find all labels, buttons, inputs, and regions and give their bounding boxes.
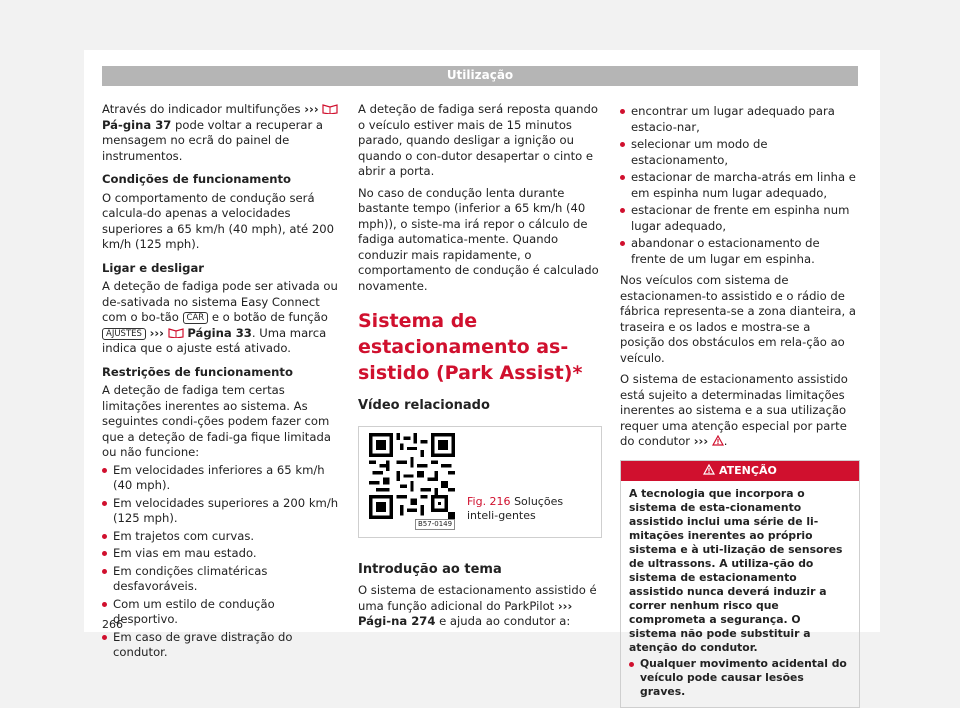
qr-code[interactable]	[369, 433, 455, 519]
page-header-title: Utilização	[446, 68, 514, 82]
figure-caption: Fig. 216 Soluções inteli-gentes	[467, 494, 564, 522]
book-icon	[168, 327, 184, 338]
column-2	[358, 102, 602, 630]
page-header	[102, 66, 858, 86]
reference-arrow[interactable]: ›››	[557, 598, 573, 613]
reference-arrow[interactable]: ›››	[693, 434, 709, 448]
page-number: 266	[102, 618, 123, 631]
column-1	[102, 102, 342, 661]
qr-code-label: B57-0149	[415, 519, 455, 530]
list-item: Em condições climatéricas desfavoráveis.	[102, 564, 342, 595]
list-item: Em trajetos com curvas.	[102, 529, 342, 545]
video-heading: Vídeo relacionado	[358, 398, 490, 413]
list-item: abandonar o estacionamento de frente de um lugar em espinha.	[620, 236, 858, 267]
list-item: estacionar de marcha-atrás em linha e em espinha num lugar adequado,	[620, 170, 858, 201]
warning-text: A tecnologia que incorpora o sistema de esta-cionamento assistido inclui uma série de li-mitações inerentes ao próprio sistema e à uti-lização de sensores de ultrassons. A utiliza-ção do sistema de estacionamento assistido nunca deverá induzir a correr nenhum risco que comprometa a segurança. O sistema não pode substituir a atenção do condutor.	[629, 486, 843, 654]
warning-title: ATENÇÃO	[719, 463, 777, 477]
figure-box	[358, 426, 602, 538]
page-reference-link[interactable]: Página 33	[187, 325, 252, 340]
list-item: encontrar um lugar adequado para estacio-nar,	[620, 104, 858, 135]
warning-bullet: Qualquer movimento acidental do veículo pode causar lesões graves.	[629, 657, 851, 699]
warning-body	[621, 481, 859, 707]
list-item: selecionar um modo de estacionamento,	[620, 137, 858, 168]
page-reference-link[interactable]: Pá-gina 37	[102, 117, 172, 132]
page-reference-link[interactable]: Pági-na 274	[358, 614, 436, 628]
paragraph: Nos veículos com sistema de estacionamen-to assistido e o rádio de fábrica representa-se a zona dianteira, a traseira e os lados e mostra-se a posição dos obstáculos em rela-ção ao veículo.	[620, 273, 856, 365]
list-item: Com um estilo de condução desportivo.	[102, 597, 342, 628]
paragraph: O sistema de estacionamento assistido está sujeito a determinadas limitações inerentes ao sistema e a sua utilização requer uma atenção especial por parte do condutor ››› .	[620, 372, 848, 448]
paragraph: Através do indicador multifunções ››› Pá-gina 37 pode voltar a recuperar a mensagem no ecrã do painel de instrumentos.	[102, 102, 342, 164]
heading-toggle: Ligar e desligar	[102, 260, 204, 275]
section-title: Sistema de estacionamento as-sistido (Park Assist)*	[358, 310, 583, 384]
ajustes-key: AJUSTES	[102, 328, 146, 340]
warning-icon	[703, 464, 715, 475]
paragraph: O comportamento de condução será calcula-do apenas a velocidades superiores a 65 km/h (40 mph), até 200 km/h (125 mph).	[102, 190, 334, 251]
warning-icon	[712, 435, 724, 446]
list-item: Em vias em mau estado.	[102, 546, 342, 562]
list-item: Em caso de grave distração do condutor.	[102, 630, 342, 661]
qr-code-icon	[369, 433, 455, 519]
reference-arrow[interactable]: ›››	[304, 102, 319, 116]
paragraph: O sistema de estacionamento assistido é uma função adicional do ParkPilot ››› Pági-na 274 e ajuda ao condutor a:	[358, 583, 597, 628]
column-3	[620, 102, 858, 708]
intro-heading: Introdução ao tema	[358, 561, 502, 577]
warning-header	[621, 461, 859, 481]
warning-box	[620, 460, 860, 708]
paragraph: A deteção de fadiga tem certas limitações inerentes ao sistema. As seguintes condi-ções podem fazer com que a deteção de fadi-ga fique limitada ou não funcione:	[102, 383, 331, 459]
list-item: estacionar de frente em espinha num lugar adequado,	[620, 203, 858, 234]
heading-conditions: Condições de funcionamento	[102, 172, 291, 186]
book-icon	[322, 103, 338, 114]
paragraph: A deteção de fadiga será reposta quando o veículo estiver mais de 15 minutos parado, quando desligar a ignição ou quando o con-dutor desapertar o cinto e abrir a porta.	[358, 102, 598, 178]
paragraph: No caso de condução lenta durante bastante tempo (inferior a 65 km/h (40 mph)), o siste-ma irá repor o cálculo de fadiga automatica-mente. Quando conduzir mais rapidamente, o comportamento de condução é calculado novamente.	[358, 185, 599, 293]
reference-arrow[interactable]: ›››	[149, 325, 164, 340]
figure-number: Fig. 216	[467, 494, 511, 508]
list-item: Em velocidades superiores a 200 km/h (125 mph).	[102, 496, 342, 527]
list-item: Em velocidades inferiores a 65 km/h (40 mph).	[102, 463, 342, 494]
car-key: CAR	[183, 312, 209, 324]
heading-restrictions: Restrições de funcionamento	[102, 364, 293, 379]
paragraph: A deteção de fadiga pode ser ativada ou de-sativada no sistema Easy Connect com o bo-tão CAR e o botão de função AJUSTES ››› Página 33. Uma marca indica que o ajuste está ativado.	[102, 279, 338, 355]
